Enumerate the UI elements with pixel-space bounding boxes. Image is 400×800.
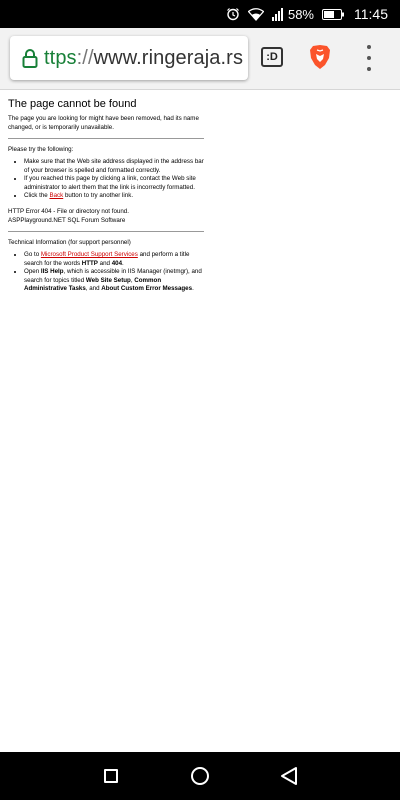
bold-term: 404 <box>111 259 123 267</box>
tech-heading: Technical Information (for support personnel) <box>8 238 131 246</box>
item-text: and perform a title search for the words <box>24 250 190 267</box>
overflow-menu-icon[interactable] <box>364 45 374 71</box>
tab-switcher-icon[interactable]: :D <box>261 47 283 67</box>
software-line: ASPPlayground.NET SQL Forum Software <box>8 216 126 224</box>
url-text[interactable] <box>44 47 243 70</box>
divider <box>8 231 204 232</box>
bold-term: IIS Help <box>40 268 64 276</box>
item-text: . <box>192 285 194 293</box>
system-nav-bar <box>0 752 400 800</box>
item-text: . <box>122 259 124 267</box>
item-text: , which is accessible in IIS Manager (inetmgr), and search for topics titled <box>24 268 202 284</box>
page-content <box>8 98 204 300</box>
item-text: button to try another link. <box>63 192 134 200</box>
try-list <box>8 158 204 201</box>
back-triangle-icon[interactable] <box>280 766 298 791</box>
list-item <box>24 268 204 294</box>
list-item: • Make sure that the Web site address displayed in the address bar of your browser is spelled and formatted correctly. <box>24 158 204 175</box>
item-text: and <box>97 259 112 267</box>
bold-term: HTTP <box>81 259 98 267</box>
wifi-icon <box>248 8 264 21</box>
bold-term: Web Site Setup <box>85 276 131 284</box>
item-text: Go to <box>24 250 41 258</box>
status-bar <box>0 0 400 28</box>
url-scheme: ttps <box>44 46 77 69</box>
tech-list <box>8 251 204 294</box>
page-title: The page cannot be found <box>8 98 137 110</box>
item-text: Click the <box>24 192 50 200</box>
bold-term: Common Administrative Tasks <box>24 276 162 293</box>
clock: 11:45 <box>354 6 388 22</box>
list-item <box>24 192 204 201</box>
intro-text: The page you are looking for might have been removed, had its name changed, or is temporarily unavailable. <box>8 115 199 131</box>
item-text: Open <box>24 268 41 276</box>
browser-toolbar <box>0 28 400 90</box>
list-item: • If you reached this page by clicking a link, contact the Web site administrator to alert them that the link is incorrectly formatted. <box>24 175 204 192</box>
battery-icon <box>322 9 344 20</box>
address-bar[interactable] <box>10 36 248 80</box>
support-services-link[interactable]: Microsoft Product Support Services <box>40 250 138 258</box>
divider <box>8 138 204 139</box>
signal-icon <box>272 8 284 21</box>
item-text: , <box>130 276 135 284</box>
bold-term: About Custom Error Messages <box>101 285 193 293</box>
alarm-icon <box>226 7 240 21</box>
error-line: HTTP Error 404 - File or directory not found. <box>8 207 129 215</box>
url-separator: :// <box>76 46 94 69</box>
lock-icon[interactable] <box>22 48 38 68</box>
home-circle-icon[interactable] <box>191 767 209 785</box>
try-heading: Please try the following: <box>8 146 74 153</box>
brave-lion-icon[interactable] <box>309 44 331 75</box>
back-link[interactable]: Back <box>49 192 64 200</box>
battery-percent: 58% <box>287 6 314 22</box>
url-host: www.ringeraja.rs <box>93 46 244 69</box>
list-item <box>24 251 204 268</box>
item-text: , and <box>85 285 102 293</box>
recents-square-icon[interactable] <box>104 769 118 783</box>
